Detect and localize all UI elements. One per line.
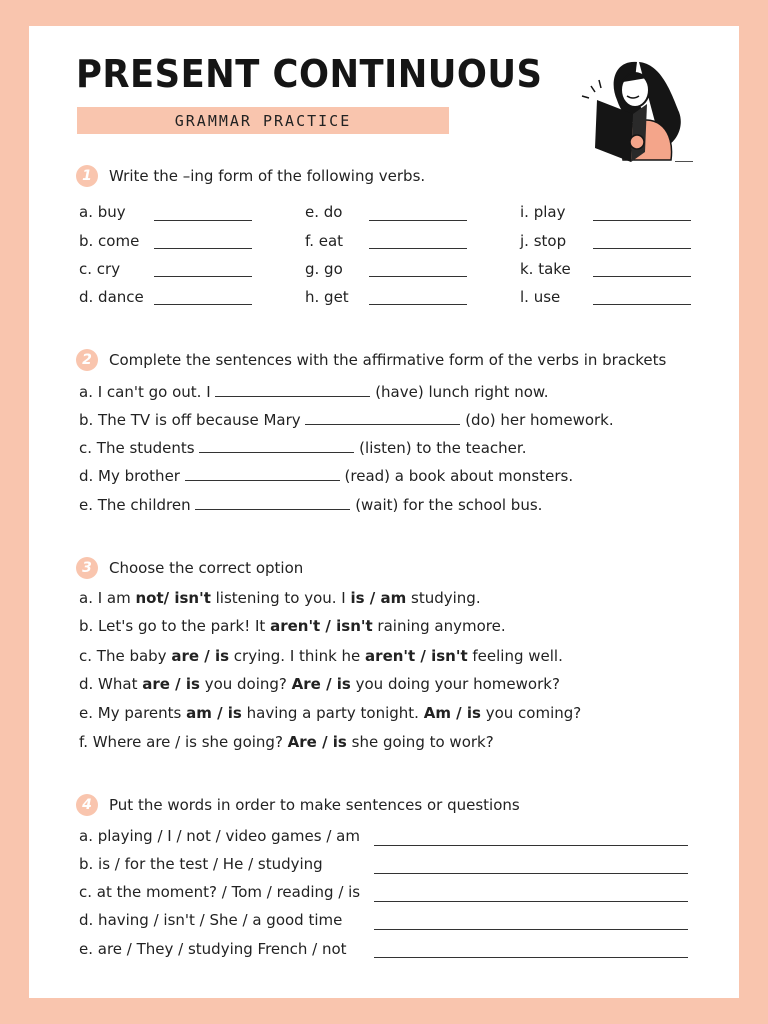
answer-blank[interactable] bbox=[199, 438, 354, 453]
section-1-instruction: Write the –ing form of the following verbs. bbox=[109, 167, 426, 185]
word-order-item: c. at the moment? / Tom / reading / is bbox=[79, 883, 361, 901]
answer-blank[interactable] bbox=[195, 495, 350, 510]
answer-line[interactable] bbox=[374, 956, 688, 958]
sentence-text: d. My brother bbox=[79, 467, 180, 485]
section-3-instruction: Choose the correct option bbox=[109, 559, 304, 577]
verb-item: l. use bbox=[520, 288, 561, 306]
answer-blank[interactable] bbox=[154, 247, 252, 249]
answer-blank[interactable] bbox=[154, 275, 252, 277]
option-choice[interactable]: aren't / isn't bbox=[365, 647, 468, 665]
section-number-badge: 1 bbox=[76, 165, 98, 187]
verb-item: k. take bbox=[520, 260, 571, 278]
sentence-d bbox=[79, 466, 573, 485]
answer-line[interactable] bbox=[374, 900, 688, 902]
sentence-e bbox=[79, 495, 542, 514]
section-2-heading bbox=[76, 349, 666, 371]
answer-blank[interactable] bbox=[369, 247, 467, 249]
verb-item: b. come bbox=[79, 232, 140, 250]
sentence-a bbox=[79, 382, 549, 401]
option-choice[interactable]: not/ isn't bbox=[135, 589, 211, 607]
subtitle-banner bbox=[77, 107, 449, 134]
section-number-badge: 2 bbox=[76, 349, 98, 371]
answer-line[interactable] bbox=[374, 844, 688, 846]
sentence-text: (listen) to the teacher. bbox=[359, 439, 527, 457]
verb-item: e. do bbox=[305, 203, 343, 221]
option-choice[interactable]: is / am bbox=[350, 589, 407, 607]
answer-blank[interactable] bbox=[369, 219, 467, 221]
sentence-text: you coming? bbox=[480, 704, 582, 722]
option-choice[interactable]: Are / is bbox=[291, 675, 351, 693]
section-4-instruction: Put the words in order to make sentences or questions bbox=[109, 796, 520, 814]
sentence-text: she going to work? bbox=[346, 733, 494, 751]
answer-line[interactable] bbox=[374, 872, 688, 874]
verb-item: g. go bbox=[305, 260, 343, 278]
sentence-text: you doing? bbox=[199, 675, 292, 693]
sentence-text: studying. bbox=[406, 589, 481, 607]
sentence-text: c. The students bbox=[79, 439, 195, 457]
answer-blank[interactable] bbox=[593, 275, 691, 277]
verb-item: c. cry bbox=[79, 260, 121, 278]
option-sentence-b bbox=[79, 617, 506, 635]
woman-reading-book-icon bbox=[575, 52, 695, 162]
sentence-text: a. I can't go out. I bbox=[79, 383, 211, 401]
option-choice[interactable]: are / is bbox=[171, 647, 230, 665]
sentence-text: f. Where are / is she going? bbox=[79, 733, 288, 751]
verb-item: i. play bbox=[520, 203, 566, 221]
option-choice[interactable]: Are / is bbox=[287, 733, 347, 751]
answer-blank[interactable] bbox=[593, 247, 691, 249]
option-sentence-f bbox=[79, 733, 494, 751]
sentence-text: having a party tonight. bbox=[241, 704, 424, 722]
option-choice[interactable]: am / is bbox=[186, 704, 242, 722]
answer-blank[interactable] bbox=[593, 303, 691, 305]
sentence-text: (do) her homework. bbox=[465, 411, 614, 429]
option-sentence-c bbox=[79, 647, 563, 665]
option-choice[interactable]: aren't / isn't bbox=[270, 617, 373, 635]
option-sentence-a bbox=[79, 589, 481, 607]
verb-item: d. dance bbox=[79, 288, 144, 306]
sentence-b bbox=[79, 410, 614, 429]
sentence-text: (have) lunch right now. bbox=[375, 383, 549, 401]
section-3-heading bbox=[76, 557, 303, 579]
section-2-instruction: Complete the sentences with the affirmative form of the verbs in brackets bbox=[109, 351, 667, 369]
sentence-text: e. My parents bbox=[79, 704, 187, 722]
sentence-text: (read) a book about monsters. bbox=[344, 467, 574, 485]
sentence-text: a. I am bbox=[79, 589, 136, 607]
section-number-badge: 4 bbox=[76, 794, 98, 816]
answer-blank[interactable] bbox=[305, 410, 460, 425]
answer-blank[interactable] bbox=[593, 219, 691, 221]
word-order-item: a. playing / I / not / video games / am bbox=[79, 827, 360, 845]
option-sentence-d bbox=[79, 675, 560, 693]
verb-item: j. stop bbox=[520, 232, 567, 250]
sentence-text: b. The TV is off because Mary bbox=[79, 411, 301, 429]
word-order-item: d. having / isn't / She / a good time bbox=[79, 911, 343, 929]
section-1-heading bbox=[76, 165, 425, 187]
sentence-text: b. Let's go to the park! It bbox=[79, 617, 271, 635]
section-number-badge: 3 bbox=[76, 557, 98, 579]
sentence-c bbox=[79, 438, 526, 457]
answer-line[interactable] bbox=[374, 928, 688, 930]
section-4-heading bbox=[76, 794, 520, 816]
page-title: PRESENT CONTINUOUS bbox=[76, 52, 543, 96]
subtitle: GRAMMAR PRACTICE bbox=[174, 111, 352, 130]
word-order-item: e. are / They / studying French / not bbox=[79, 940, 347, 958]
sentence-text: feeling well. bbox=[467, 647, 563, 665]
sentence-text: c. The baby bbox=[79, 647, 172, 665]
word-order-item: b. is / for the test / He / studying bbox=[79, 855, 323, 873]
verb-item: h. get bbox=[305, 288, 349, 306]
sentence-text: listening to you. I bbox=[210, 589, 351, 607]
answer-blank[interactable] bbox=[215, 382, 370, 397]
answer-blank[interactable] bbox=[185, 466, 340, 481]
sentence-text: e. The children bbox=[79, 496, 191, 514]
sentence-text: d. What bbox=[79, 675, 143, 693]
answer-blank[interactable] bbox=[154, 303, 252, 305]
answer-blank[interactable] bbox=[369, 275, 467, 277]
option-choice[interactable]: Am / is bbox=[423, 704, 481, 722]
option-sentence-e bbox=[79, 704, 581, 722]
sentence-text: crying. I think he bbox=[229, 647, 366, 665]
sentence-text: (wait) for the school bus. bbox=[355, 496, 543, 514]
sentence-text: raining anymore. bbox=[372, 617, 506, 635]
worksheet-page bbox=[29, 26, 739, 998]
answer-blank[interactable] bbox=[154, 219, 252, 221]
answer-blank[interactable] bbox=[369, 303, 467, 305]
option-choice[interactable]: are / is bbox=[142, 675, 200, 693]
verb-item: a. buy bbox=[79, 203, 126, 221]
sentence-text: you doing your homework? bbox=[350, 675, 560, 693]
verb-item: f. eat bbox=[305, 232, 344, 250]
